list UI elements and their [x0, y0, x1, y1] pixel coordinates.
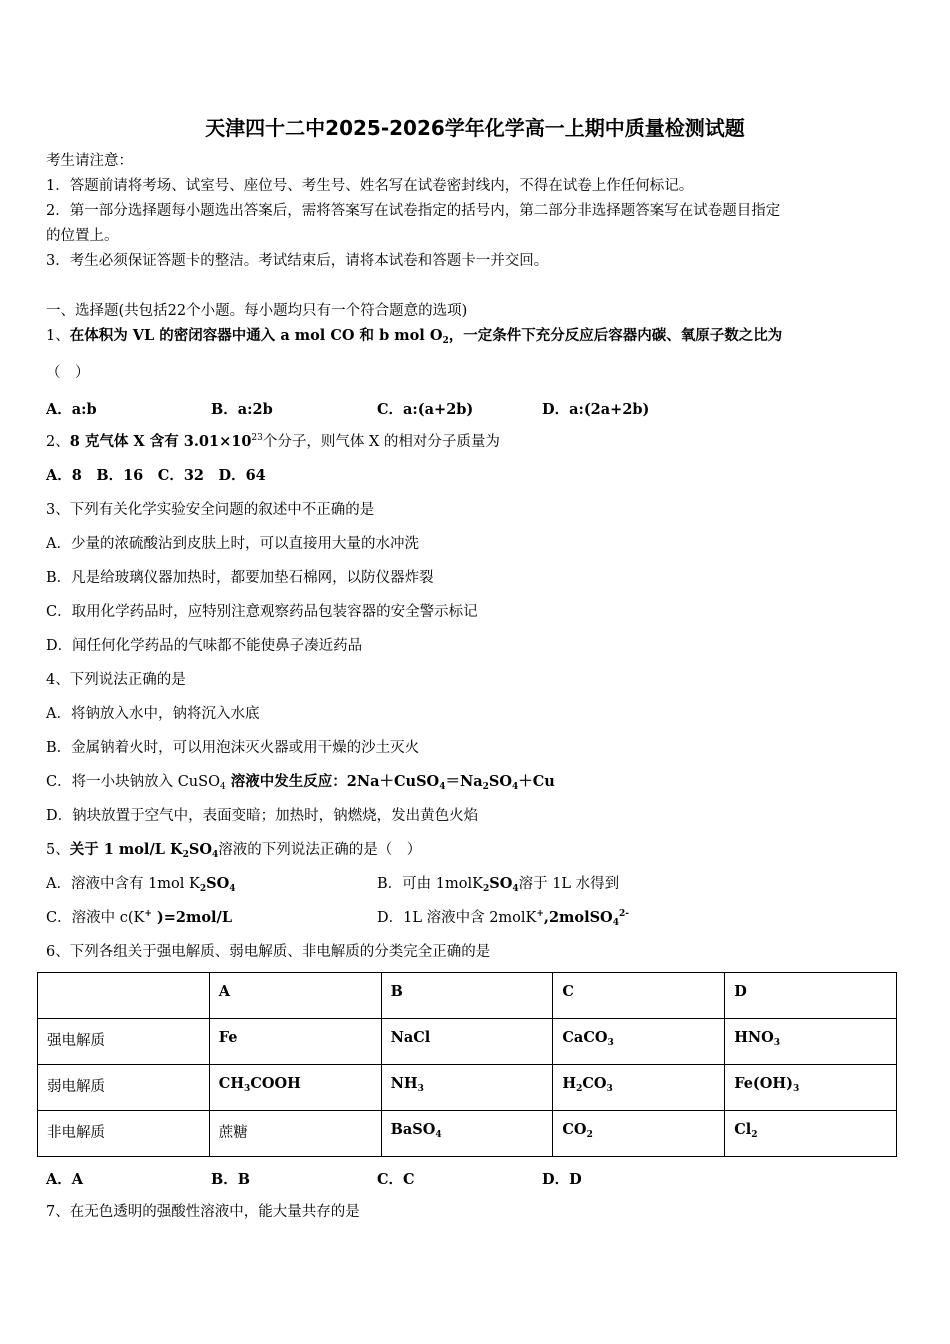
cell-text: Fe(OH) [734, 1075, 793, 1092]
q6-number: 6、 [46, 944, 70, 960]
question-7 [46, 1202, 360, 1222]
q5-option-c [46, 908, 232, 928]
header-b: B [381, 973, 553, 1019]
cell-text: CO [562, 1121, 587, 1138]
q5-stem-s1: 2 [182, 850, 189, 860]
q5-stem-b: SO [188, 841, 212, 858]
cell-sub: 4 [435, 1130, 442, 1140]
question-2 [46, 432, 500, 452]
q1-option-a: A．a:b [46, 401, 97, 418]
cell-non-c [553, 1111, 725, 1157]
q4c-s3: 2 [482, 782, 489, 792]
cell-sub: 3 [417, 1084, 424, 1094]
q5c-b: )=2mol/L [151, 909, 233, 926]
q5-stem-a: 关于 1 mol/L K [69, 841, 183, 858]
cell-strong-d [725, 1019, 897, 1065]
notice-heading: 考生请注意： [46, 153, 133, 169]
q4-stem: 下列说法正确的是 [69, 672, 186, 688]
header-a: A [209, 973, 381, 1019]
q5-stem-s2: 4 [211, 850, 219, 860]
table-row [38, 1111, 897, 1157]
q1-stem-sub: 2 [442, 336, 449, 346]
q5-stem-c: 溶液的下列说法正确的是（ ） [218, 842, 422, 858]
q3-option-d: D．闻任何化学药品的气味都不能使鼻子凑近药品 [46, 638, 363, 654]
section-header: 一、选择题(共包括22个小题。每小题均只有一个符合题意的选项) [46, 303, 468, 319]
q5b-a: B．可由 1molK [377, 876, 483, 892]
cell-text: CO [582, 1075, 607, 1092]
q2-stem-a: 8 克气体 X 含有 3.01×10 [69, 433, 252, 450]
q5d-sub: 4 [612, 918, 619, 928]
cell-weak-b [381, 1065, 553, 1111]
notice-item-2a: 2．第一部分选择题每小题选出答案后，需将答案写在试卷指定的括号内，第二部分非选择题答案写在试卷题目指定 [46, 203, 781, 219]
q3-number: 3、 [46, 502, 70, 518]
table-row [38, 1019, 897, 1065]
exam-title: 天津四十二中2025-2026学年化学高一上期中质量检测试题 [205, 116, 745, 140]
table-header-row [38, 973, 897, 1019]
q7-number: 7、 [46, 1204, 70, 1220]
cell-weak-c [553, 1065, 725, 1111]
q4-option-b: B．金属钠着火时，可以用泡沫灭火器或用干燥的沙土灭火 [46, 740, 420, 756]
q2-stem-b: 个分子，则气体 X 的相对分子质量为 [262, 434, 500, 450]
q5-option-d [377, 908, 629, 928]
cell-sub: 2 [576, 1084, 583, 1094]
q3-option-c: C．取用化学药品时，应特别注意观察药品包装容器的安全警示标记 [46, 604, 478, 620]
cell-text: BaSO [390, 1121, 436, 1138]
q1-paren: （ ） [46, 365, 90, 381]
q3-option-b: B．凡是给玻璃仪器加热时，都要加垫石棉网，以防仪器炸裂 [46, 570, 434, 586]
table-row [38, 1065, 897, 1111]
q5c-a: C．溶液中 c(K [46, 910, 145, 926]
row-label-strong: 强电解质 [38, 1019, 210, 1065]
q5a-b: SO [206, 875, 230, 892]
q2-stem-sup: 23 [251, 433, 263, 443]
q4c-d: SO [488, 773, 512, 790]
q6-option-d: D．D [542, 1171, 582, 1188]
question-4 [46, 670, 186, 690]
q4c-e: ＋Cu [518, 773, 555, 790]
row-label-non: 非电解质 [38, 1111, 210, 1157]
q4-option-c [46, 772, 555, 792]
q6-option-c: C．C [377, 1171, 415, 1188]
q2-options: A．8 B．16 C．32 D．64 [46, 467, 266, 484]
cell-non-d [725, 1111, 897, 1157]
q5-option-b [377, 874, 619, 894]
q5a-s1: 2 [199, 884, 207, 894]
q5d-b: ,2molSO [543, 909, 613, 926]
q7-stem: 在无色透明的强酸性溶液中，能大量共存的是 [69, 1204, 360, 1220]
cell-text: Cl [734, 1121, 752, 1138]
q6-option-a: A．A [46, 1171, 84, 1188]
header-d: D [725, 973, 897, 1019]
q5d-sup: + [536, 909, 544, 919]
cell-sub: 2 [586, 1130, 593, 1140]
q4c-a: C．将一小块钠放入 CuSO [46, 774, 220, 790]
q3-option-a: A．少量的浓硫酸沾到皮肤上时，可以直接用大量的水冲洗 [46, 536, 419, 552]
q4-option-d: D．钠块放置于空气中，表面变暗；加热时，钠燃烧，发出黄色火焰 [46, 808, 479, 824]
q1-option-d: D．a:(2a+2b) [542, 401, 650, 418]
q1-stem-a: 在体积为 VL 的密闭容器中通入 a mol CO 和 b mol O [69, 327, 443, 344]
notice-item-2b: 的位置上。 [46, 228, 119, 244]
header-c: C [553, 973, 725, 1019]
cell-strong-a: Fe [209, 1019, 381, 1065]
cell-text: CH [218, 1075, 245, 1092]
question-6 [46, 942, 490, 962]
question-1 [46, 326, 782, 346]
cell-sub: 3 [606, 1084, 613, 1094]
q5b-s2: 4 [512, 884, 519, 894]
q5b-c: 溶于 1L 水得到 [518, 876, 620, 892]
q6-stem: 下列各组关于强电解质、弱电解质、非电解质的分类完全正确的是 [69, 944, 491, 960]
cell-weak-d [725, 1065, 897, 1111]
cell-sub: 3 [607, 1038, 614, 1048]
q5a-a: A．溶液中含有 1mol K [46, 876, 200, 892]
q4c-b: 溶液中发生反应：2Na＋CuSO [225, 773, 440, 790]
cell-text: NH [390, 1075, 418, 1092]
q5a-s2: 4 [229, 884, 236, 894]
notice-item-3: 3．考生必须保证答题卡的整洁。考试结束后，请将本试卷和答题卡一并交回。 [46, 253, 549, 269]
cell-sub: 3 [792, 1084, 800, 1094]
q1-option-b: B．a:2b [211, 401, 273, 418]
cell-text: H [562, 1075, 577, 1092]
cell-strong-c [553, 1019, 725, 1065]
q5b-b: SO [489, 875, 513, 892]
q4c-s4: 4 [511, 782, 519, 792]
q1-number: 1、 [46, 328, 70, 344]
cell-sub: 2 [751, 1130, 758, 1140]
cell-text: HNO [734, 1029, 774, 1046]
q1-option-c: C．a:(a+2b) [377, 401, 474, 418]
q5b-s1: 2 [482, 884, 490, 894]
cell-sub: 3 [773, 1038, 781, 1048]
q5-number: 5、 [46, 842, 70, 858]
q1-stem-b: ，一定条件下充分反应后容器内碳、氧原子数之比为 [448, 327, 783, 344]
cell-non-a: 蔗糖 [209, 1111, 381, 1157]
electrolyte-table [37, 972, 897, 1157]
q5c-sup: + [144, 909, 152, 919]
row-label-weak: 弱电解质 [38, 1065, 210, 1111]
q4c-s2: 4 [439, 782, 446, 792]
q2-number: 2、 [46, 434, 70, 450]
q4-number: 4、 [46, 672, 70, 688]
table-corner [38, 973, 210, 1019]
q6-option-b: B．B [211, 1171, 251, 1188]
q5-option-a [46, 874, 236, 894]
q5d-sup2: 2- [618, 909, 629, 919]
cell-weak-a [209, 1065, 381, 1111]
q3-stem: 下列有关化学实验安全问题的叙述中不正确的是 [69, 502, 375, 518]
q4-option-a: A．将钠放入水中，钠将沉入水底 [46, 706, 260, 722]
question-5 [46, 840, 421, 860]
cell-sub: 3 [244, 1084, 251, 1094]
q4c-c: ＝Na [445, 773, 483, 790]
q4c-s1: 4 [219, 782, 226, 792]
cell-text: COOH [250, 1075, 301, 1092]
cell-text: CaCO [562, 1029, 608, 1046]
q5d-a: D．1L 溶液中含 2molK [377, 910, 537, 926]
question-3 [46, 500, 374, 520]
notice-item-1: 1．答题前请将考场、试室号、座位号、考生号、姓名写在试卷密封线内，不得在试卷上作任何标记。 [46, 178, 694, 194]
cell-non-b [381, 1111, 553, 1157]
cell-strong-b: NaCl [381, 1019, 553, 1065]
